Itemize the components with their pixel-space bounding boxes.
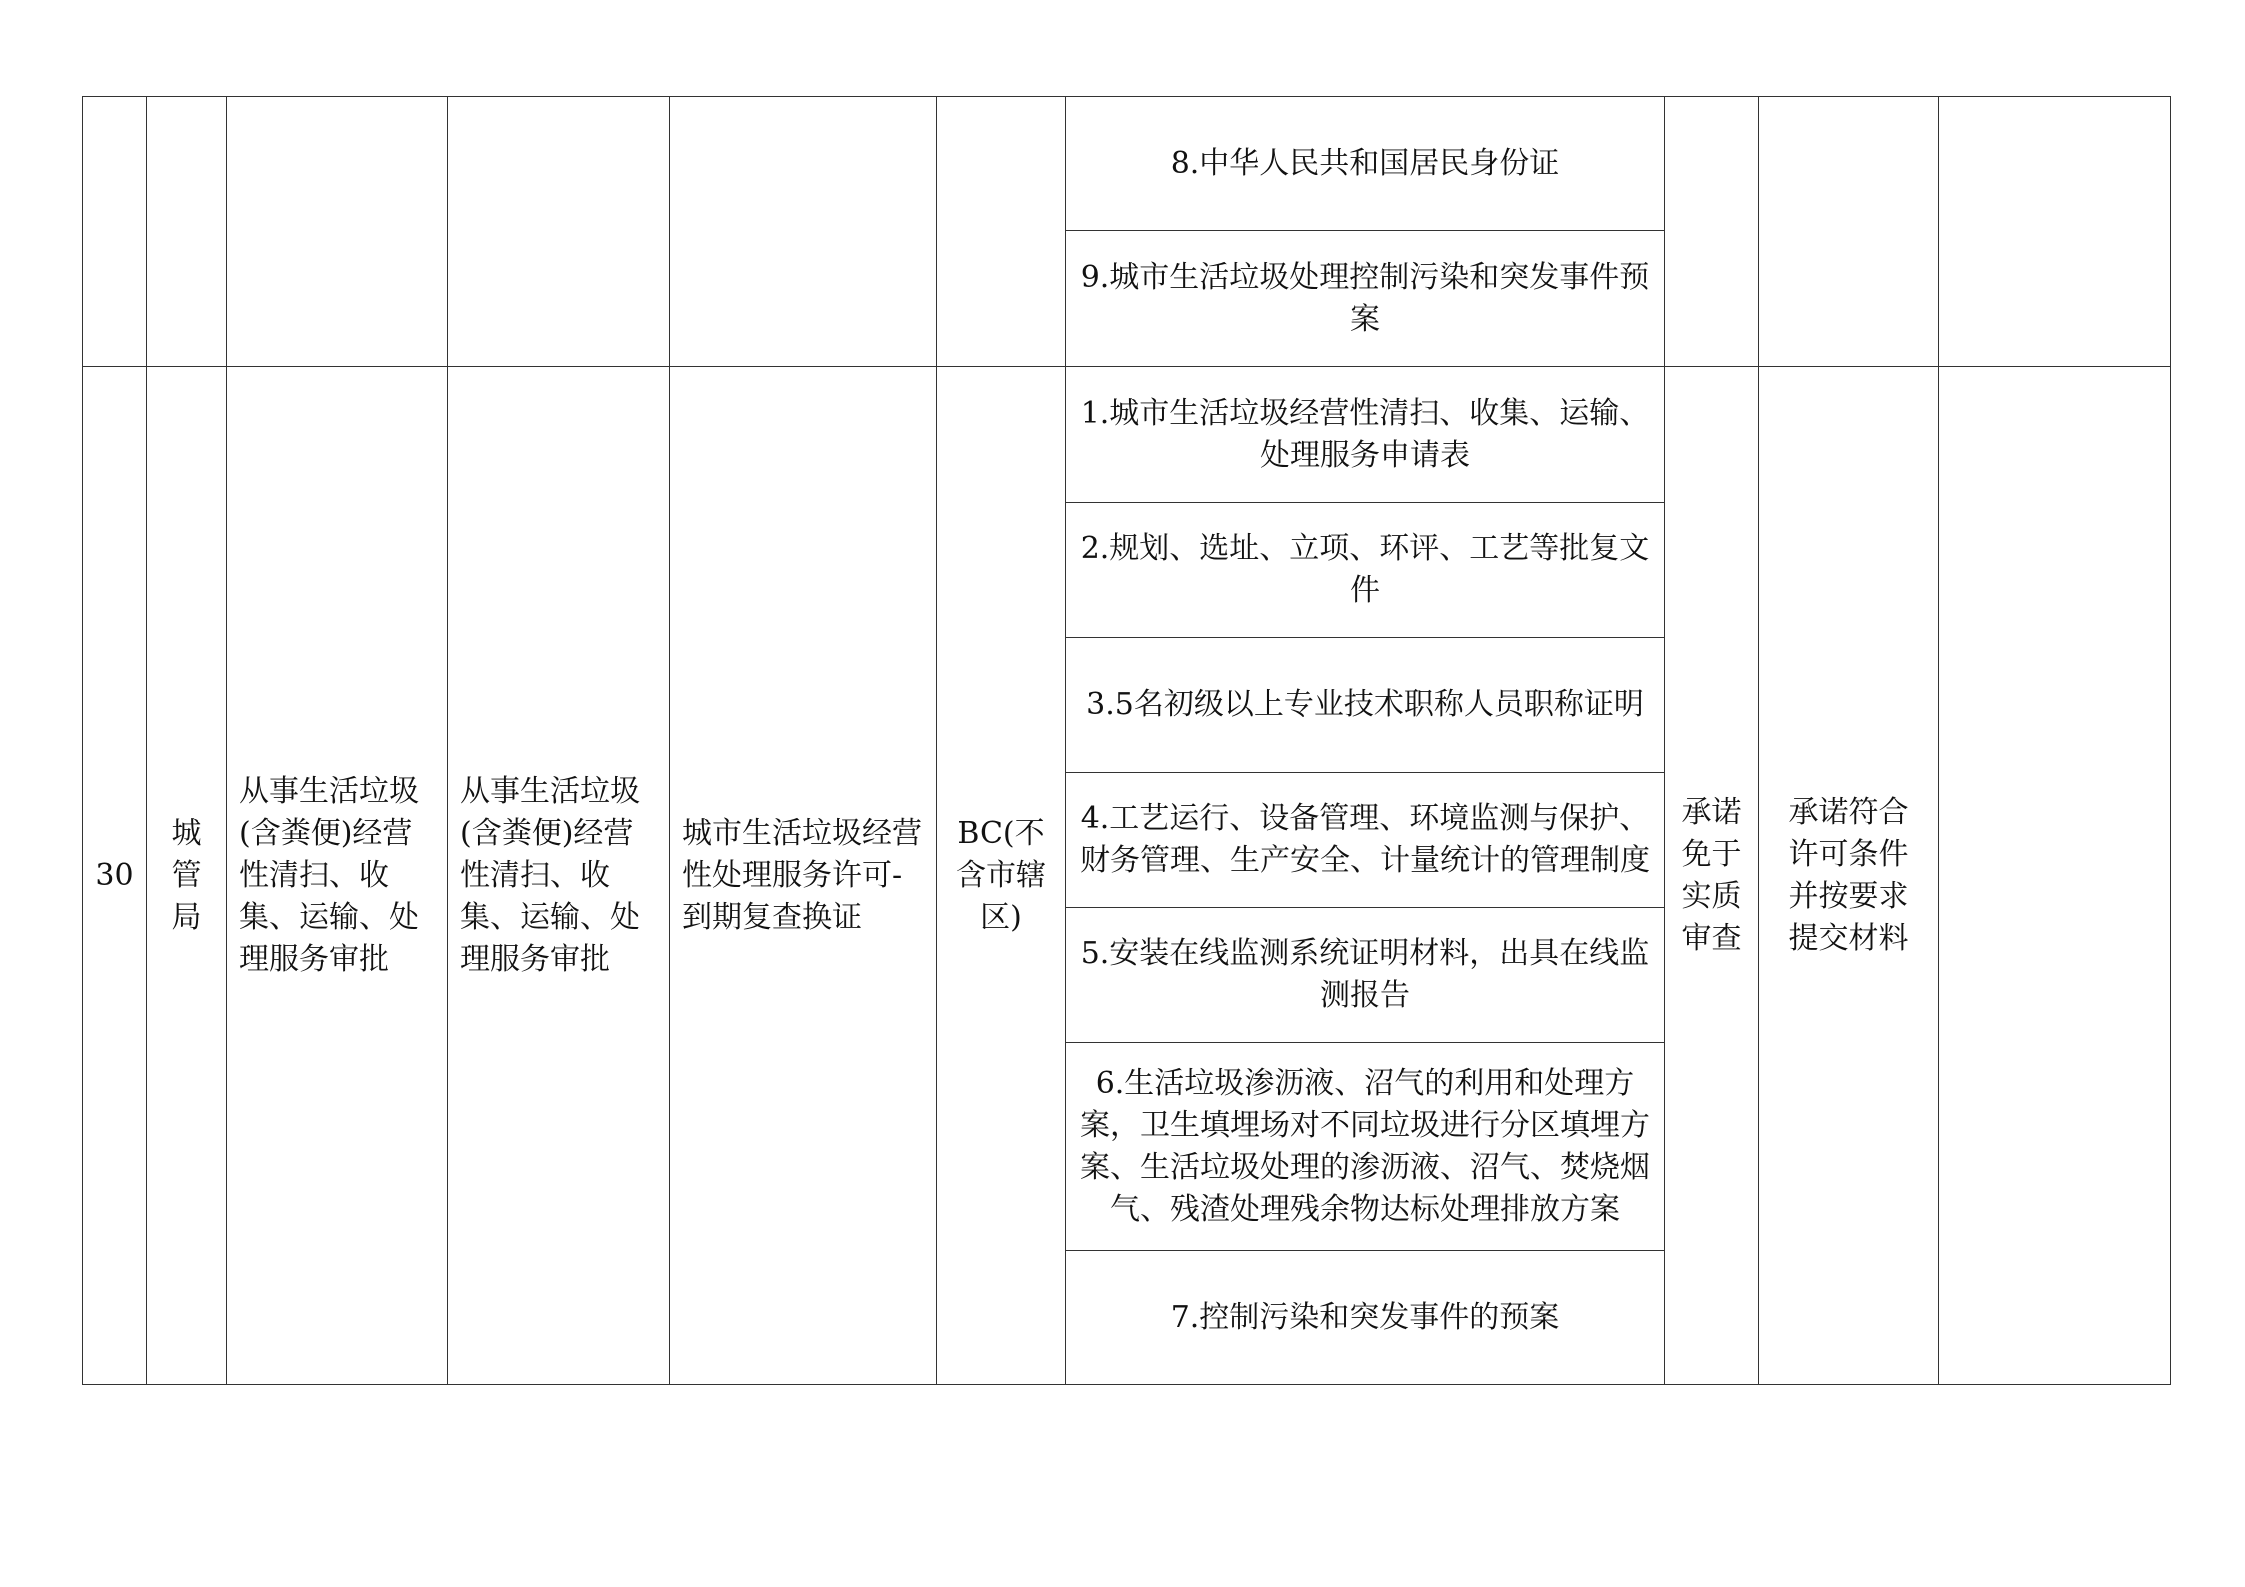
material-cell	[1066, 367, 1665, 503]
dept-text: 城管局	[171, 815, 202, 935]
prev-main-item-cell	[227, 97, 448, 367]
material-cell	[1066, 1251, 1665, 1385]
prev-commit-req-cell	[1759, 97, 1939, 367]
material-text: 5.安装在线监测系统证明材料，出具在线监测报告	[1080, 936, 1650, 1013]
dept-cell	[147, 367, 227, 1385]
material-text: 6.生活垃圾渗沥液、沼气的利用和处理方案，卫生填埋场对不同垃圾进行分区填埋方案、生活垃圾处理的渗沥液、沼气、焚烧烟气、残渣处理残余物达标处理排放方案	[1080, 1065, 1650, 1227]
commit-type-cell: 承诺免于实质审查	[1665, 367, 1759, 1385]
prev-note-cell	[1939, 97, 2171, 367]
material-text: 4.工艺运行、设备管理、环境监测与保护、财务管理、生产安全、计量统计的管理制度	[1080, 801, 1650, 878]
material-text: 9.城市生活垃圾处理控制污染和突发事件预案	[1080, 259, 1650, 337]
main-item-cell: 从事生活垃圾(含粪便)经营性清扫、收集、运输、处理服务审批	[227, 367, 448, 1385]
service-cell: 城市生活垃圾经营性处理服务许可-到期复查换证	[670, 367, 937, 1385]
material-text: 8.中华人民共和国居民身份证	[1170, 145, 1560, 181]
prev-sub-item-cell	[448, 97, 670, 367]
material-cell	[1066, 773, 1665, 908]
material-cell	[1066, 503, 1665, 638]
material-cell	[1066, 638, 1665, 773]
table-row	[83, 367, 2171, 503]
scope-cell: BC(不含市辖区)	[937, 367, 1066, 1385]
material-text: 7.控制污染和突发事件的预案	[1170, 1299, 1560, 1335]
note-cell	[1939, 367, 2171, 1385]
material-cell	[1066, 908, 1665, 1043]
prev-commit-type-cell	[1665, 97, 1759, 367]
seq-cell: 30	[83, 367, 147, 1385]
prev-scope-cell	[937, 97, 1066, 367]
prev-dept-cell	[147, 97, 227, 367]
commit-req-cell: 承诺符合许可条件并按要求提交材料	[1759, 367, 1939, 1385]
prev-service-cell	[670, 97, 937, 367]
table-row	[83, 97, 2171, 231]
prev-seq-cell	[83, 97, 147, 367]
material-cell	[1066, 231, 1665, 367]
material-text: 3.5名初级以上专业技术职称人员职称证明	[1086, 687, 1644, 722]
material-cell	[1066, 97, 1665, 231]
material-cell	[1066, 1043, 1665, 1251]
material-text: 2.规划、选址、立项、环评、工艺等批复文件	[1080, 531, 1650, 608]
sub-item-cell: 从事生活垃圾(含粪便)经营性清扫、收集、运输、处理服务审批	[448, 367, 670, 1385]
material-text: 1.城市生活垃圾经营性清扫、收集、运输、处理服务申请表	[1080, 395, 1650, 473]
approval-items-table	[82, 96, 2171, 1385]
